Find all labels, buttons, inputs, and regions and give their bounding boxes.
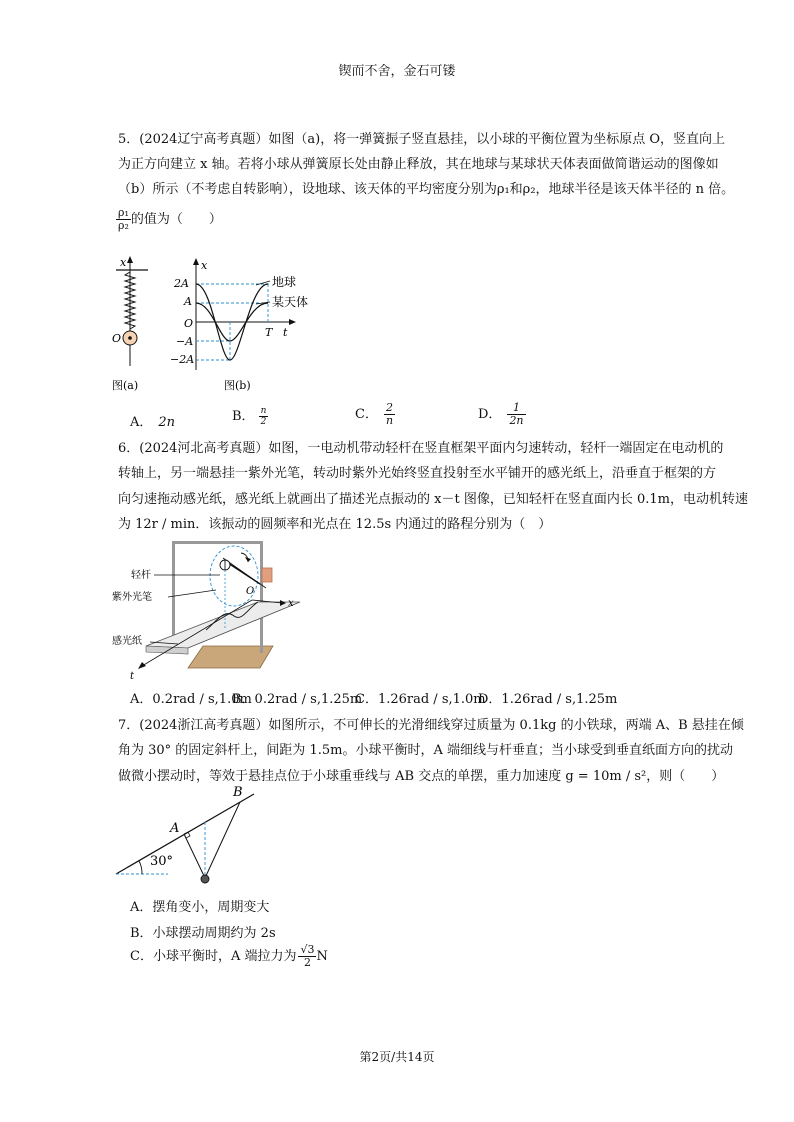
q5-option-a-text: 2n [158,415,176,430]
motor [262,568,272,582]
fig-b-x-axis-arrow [193,258,199,265]
q5-ratio-num: ρ₁ [118,206,129,219]
q5-ratio [116,207,131,232]
page-footer: 第2页/共14页 [359,1050,435,1064]
q5-option-c[interactable] [355,402,395,427]
q7-option-c[interactable] [130,944,328,969]
q7-angle-label: 30° [150,854,174,869]
ball-center [128,336,132,340]
q5-option-b[interactable] [232,405,268,427]
string-b [205,802,240,878]
q5-line-3: （b）所示（不考虑自转影响），设地球、该天体的平均密度分别为ρ₁和ρ₂，地球半径是该天体半径的 n 倍。 [118,182,735,197]
q6-fig-pen-label: 紫外光笔 [112,592,152,603]
string-a [184,834,205,878]
fig-b-t-axis-arrow [289,319,296,325]
q5-option-a-label: A． [130,415,153,430]
q5-option-d-num: 1 [507,402,525,415]
q7-point-a-label: A [170,821,180,836]
q7-option-c-den: 2 [303,956,311,969]
q5-ratio-den: ρ₂ [118,219,129,232]
q6-option-d[interactable]: D．1.26rad / s,1.25m [478,692,618,707]
q6-line-4: 为 12r / min．该振动的圆频率和光点在 12.5s 内通过的路程分别为（ ） [118,517,552,532]
q6-option-b[interactable]: B．0.2rad / s,1.25m [232,692,363,707]
q6-fig-rod-label: 轻杆 [131,570,151,581]
q6-line-2: 转轴上，另一端悬挂一紫外光笔，转动时紫外光始终竖直投射至水平铺开的感光纸上，沿垂直于框架的方 [118,466,717,481]
light-rod [228,563,260,584]
page-header: 锲而不舍，金石可镂 [338,64,456,79]
q7-option-c-text: C．小球平衡时，A 端拉力为 [130,949,297,964]
fig-b-t-label: t [283,326,288,339]
q5-option-d[interactable] [478,402,526,427]
q7-point-b-label: B [233,785,243,800]
q5-line-4-text: 的值为（ ） [130,212,222,227]
q7-option-c-num: √3 [300,943,315,956]
rotation-arrow [241,553,248,562]
q7-option-c-unit: N [316,949,328,964]
fig-a-caption: 图(a) [112,379,139,392]
q6-option-c[interactable]: C．1.26rad / s,1.0m [355,692,486,707]
fig-b-tick-neg-a: −A [176,335,194,348]
q6-fig-x-label: x [288,598,294,609]
fig-a-origin-label: O [112,332,122,345]
q5-option-c-den: n [385,414,394,427]
q5-option-d-den: 2n [509,414,524,427]
q6-option-a[interactable]: A．0.2rad / s,1.0m [130,692,252,707]
rod-circle-path [210,546,258,606]
fig-b-x-label: x [201,259,208,272]
q6-figure [108,538,308,684]
q5-option-b-label: B． [232,409,255,424]
fig-b-tick-a: A [184,295,192,308]
q5-line-2: 为正方向建立 x 轴。若将小球从弹簧原长处由静止释放，其在地球与某球状天体表面做简谐运动的图像如 [118,157,719,172]
fig-a-axis-label: x [120,256,127,269]
fig-b-legend-earth: 地球 [272,275,297,289]
inclined-rod [116,794,254,874]
fig-b-tick-neg-2a: −2A [170,353,195,366]
q7-line-3: 做微小摆动时，等效于悬挂点位于小球重垂线与 AB 交点的单摆，重力加速度 g = 10m / s²，则（ ） [118,769,725,784]
photo-paper-top [146,602,300,648]
q7-option-b[interactable]: B．小球摆动周期约为 2s [130,926,276,941]
q5-option-c-label: C． [355,407,378,422]
q5-option-d-label: D． [478,407,502,422]
x-axis-arrow [127,256,133,263]
q5-option-a[interactable] [130,411,175,430]
iron-ball [201,875,209,883]
q7-figure [108,782,268,890]
pen-leader [168,590,216,597]
rotation-arrow-head [245,557,251,562]
q5-figure-a [108,256,158,396]
q7-line-1: 7．(2024浙江高考真题）如图所示，不可伸长的光滑细线穿过质量为 0.1kg 的小铁球，两端 A、B 悬挂在倾 [118,718,744,733]
frame-top-bar [172,541,263,544]
q6-fig-origin-label: O [246,586,255,597]
frame-post-right [260,541,263,653]
fig-b-period-label: T [265,326,273,339]
paper-t-axis-head [138,662,146,669]
q6-fig-t-label: t [130,671,135,682]
q7-option-a[interactable]: A．摆角变小，周期变大 [130,900,270,915]
fig-b-legend-body: 某天体 [272,295,308,309]
q5-figure-b [168,256,308,396]
q7-line-2: 角为 30° 的固定斜杆上，间距为 1.5m。小球平衡时，A 端细线与杆垂直；当小球受到垂直纸面方向的扰动 [118,743,733,758]
fig-b-origin-label: O [184,317,194,330]
q5-line-4 [116,207,222,232]
fig-b-tick-2a: 2A [174,277,189,290]
q5-line-1: 5．(2024辽宁高考真题）如图（a)，将一弹簧振子竖直悬挂，以小球的平衡位置为坐标原点 O，竖直向上 [118,132,726,147]
q6-fig-paper-label: 感光纸 [112,636,142,647]
fig-b-caption: 图(b) [224,379,251,392]
angle-arc [139,861,142,874]
q5-option-c-num: 2 [384,402,395,415]
q5-option-b-num: n [260,406,267,416]
q5-option-b-den: 2 [260,417,267,427]
q6-line-3: 向匀速拖动感光纸，感光纸上就画出了描述光点振动的 x－t 图像，已知轻杆在竖直面内长 0.1m，电动机转速 [118,492,748,507]
q6-line-1: 6．(2024河北高考真题）如图，一电动机带动轻杆在竖直框架平面内匀速转动，轻杆一端固定在电动机的 [118,441,724,456]
